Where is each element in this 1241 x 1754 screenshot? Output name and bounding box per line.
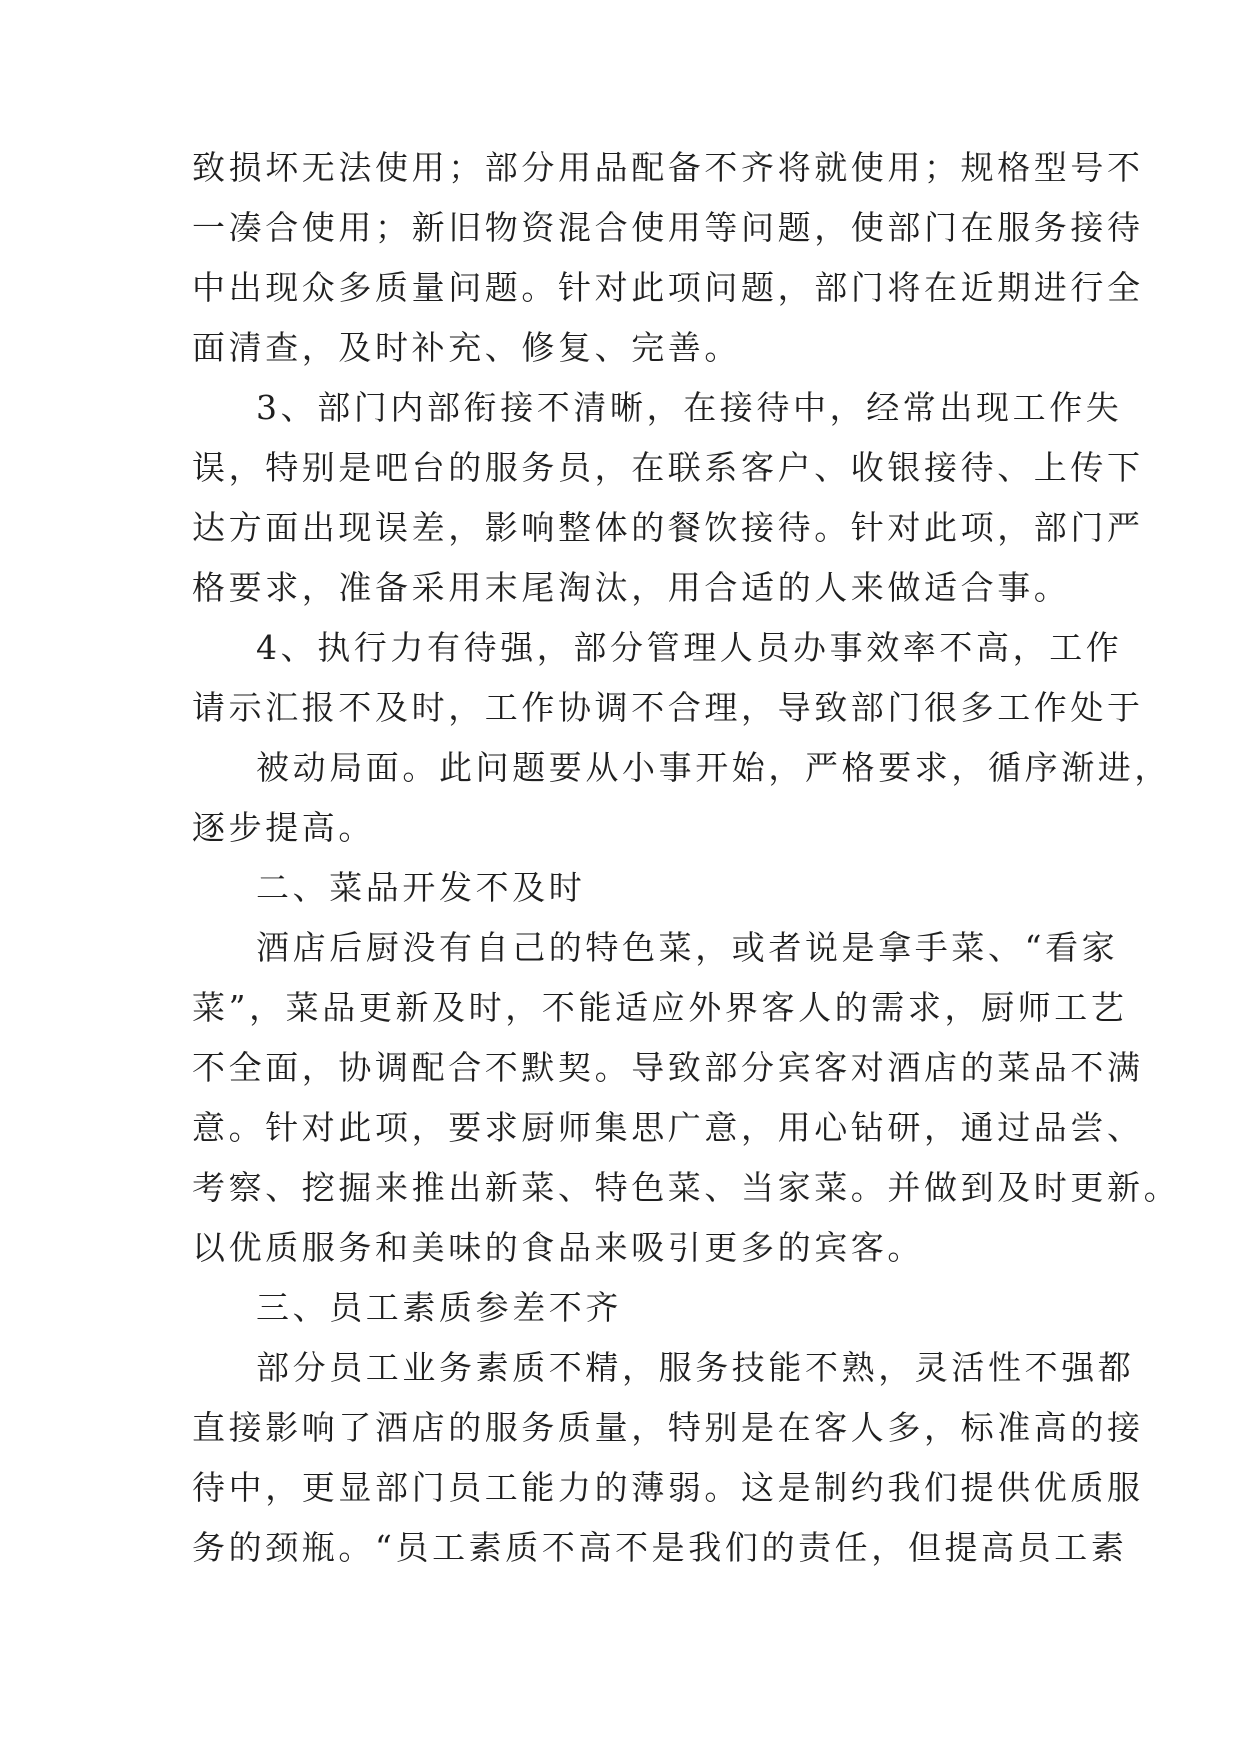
paragraph-line: 请示汇报不及时，工作协调不合理，导致部门很多工作处于 [192, 688, 1144, 727]
paragraph-line: 一凑合使用；新旧物资混合使用等问题，使部门在服务接待 [192, 208, 1144, 247]
section-heading: 二、菜品开发不及时 [256, 868, 586, 907]
paragraph-line: 考察、挖掘来推出新菜、特色菜、当家菜。并做到及时更新。 [192, 1168, 1181, 1207]
paragraph-line: 被动局面。此问题要从小事开始，严格要求，循序渐进， [256, 748, 1171, 787]
paragraph-line: 中出现众多质量问题。针对此项问题，部门将在近期进行全 [192, 268, 1144, 307]
paragraph-line: 不全面，协调配合不默契。导致部分宾客对酒店的菜品不满 [192, 1048, 1144, 1087]
paragraph-line: 意。针对此项，要求厨师集思广意，用心钻研，通过品尝、 [192, 1108, 1144, 1147]
section-heading: 三、员工素质参差不齐 [256, 1288, 622, 1327]
paragraph-line: 直接影响了酒店的服务质量，特别是在客人多，标准高的接 [192, 1408, 1144, 1447]
paragraph-line: 菜”，菜品更新及时，不能适应外界客人的需求，厨师工艺 [192, 988, 1128, 1027]
paragraph-line: 误，特别是吧台的服务员，在联系客户、收银接待、上传下 [192, 448, 1144, 487]
paragraph-line: 部分员工业务素质不精，服务技能不熟，灵活性不强都 [256, 1348, 1135, 1387]
paragraph-line: 达方面出现误差，影响整体的餐饮接待。针对此项，部门严 [192, 508, 1144, 547]
paragraph-line: 务的颈瓶。“员工素质不高不是我们的责任，但提高员工素 [192, 1528, 1128, 1567]
paragraph-line: 4、执行力有待强，部分管理人员办事效率不高，工作 [256, 628, 1123, 667]
paragraph-line: 逐步提高。 [192, 808, 375, 847]
paragraph-line: 致损坏无法使用；部分用品配备不齐将就使用；规格型号不 [192, 148, 1144, 187]
paragraph-line: 3、部门内部衔接不清晰，在接待中，经常出现工作失 [256, 388, 1123, 427]
paragraph-line: 酒店后厨没有自己的特色菜，或者说是拿手菜、“看家 [256, 928, 1119, 967]
paragraph-line: 面清查，及时补充、修复、完善。 [192, 328, 741, 367]
paragraph-line: 待中，更显部门员工能力的薄弱。这是制约我们提供优质服 [192, 1468, 1144, 1507]
paragraph-line: 格要求，准备采用末尾淘汰，用合适的人来做适合事。 [192, 568, 1071, 607]
paragraph-line: 以优质服务和美味的食品来吸引更多的宾客。 [192, 1228, 924, 1267]
